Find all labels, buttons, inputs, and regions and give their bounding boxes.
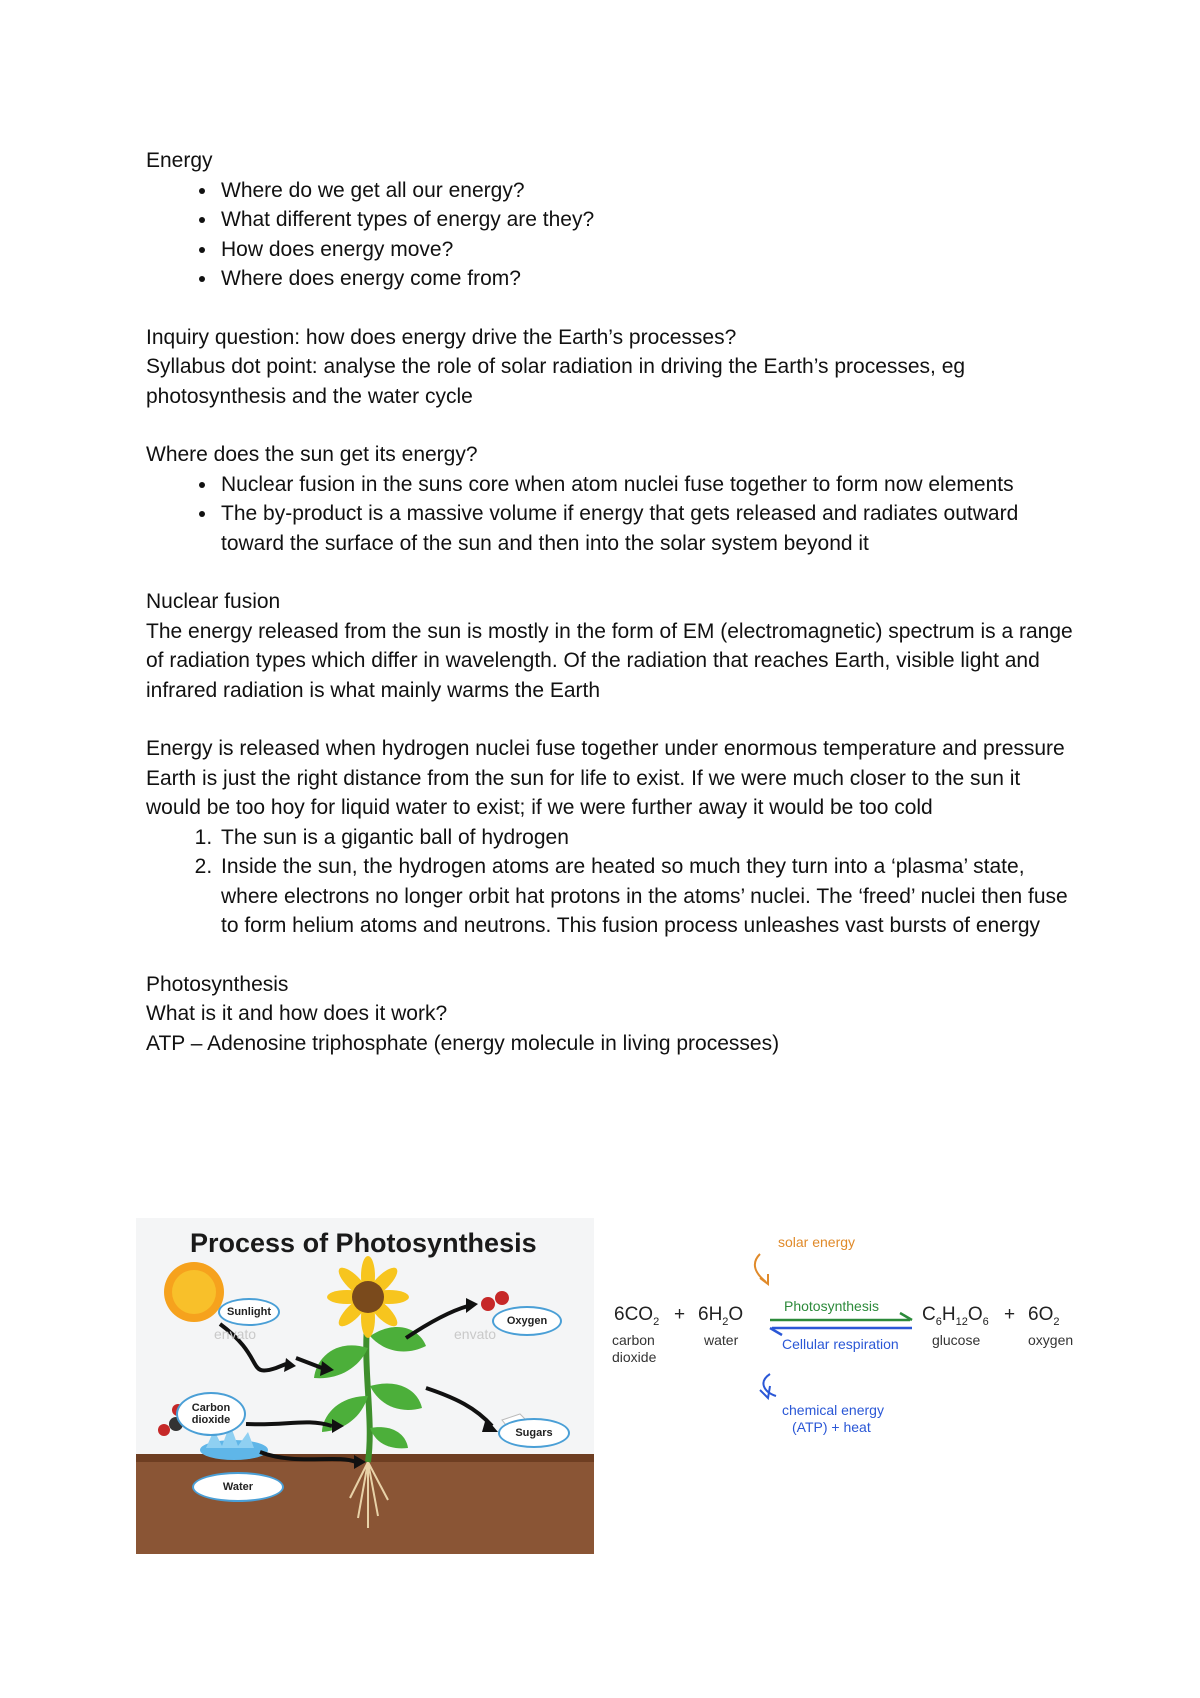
- carbon-dioxide-label: Carbon dioxide: [176, 1392, 246, 1436]
- nuclear-fusion-paragraph: The energy released from the sun is mostly in the form of EM (electromagnetic) spectrum is a range of radiation types which differ in wavelength. Of the radiation that reaches Earth, visible light and infrared radiation is what mainly warms the Earth: [146, 619, 1073, 702]
- glucose-caption: glucose: [932, 1332, 981, 1348]
- earth-distance-paragraph: Earth is just the right distance from the sun for life to exist. If we were much closer to the sun it would be too hoy for liquid water to exist; if we were further away it would be too cold: [146, 766, 1021, 819]
- plus-sign: +: [674, 1304, 686, 1325]
- photosynthesis-equation: [600, 1218, 1100, 1458]
- sunflower-icon: [327, 1256, 409, 1338]
- watermark: envato: [214, 1326, 257, 1342]
- plus-sign: +: [1004, 1304, 1016, 1325]
- solar-energy-label: solar energy: [778, 1234, 856, 1250]
- sunlight-label: Sunlight: [218, 1298, 280, 1326]
- nuclear-fusion-heading: Nuclear fusion: [146, 590, 281, 613]
- atp-heat-label: (ATP) + heat: [792, 1419, 871, 1435]
- list-item: • The by-product is a massive volume if energy that gets released and radiates outward toward the surface of the sun and then into the solar system beyond it: [218, 499, 1076, 558]
- inquiry-question: Inquiry question: how does energy drive the Earth’s processes?: [146, 325, 737, 349]
- list-item: 1. The sun is a gigantic ball of hydrogen: [218, 823, 1076, 853]
- sugars-label: Sugars: [498, 1418, 570, 1448]
- list-item: • Where does energy come from?: [218, 264, 1076, 294]
- co2-caption: carbon dioxide: [612, 1332, 657, 1365]
- h2o-formula: $6H_2O$: [698, 1304, 744, 1328]
- soil-icon: [136, 1458, 594, 1554]
- photosynthesis-heading: Photosynthesis: [146, 972, 289, 996]
- oxygen-label: Oxygen: [492, 1306, 562, 1336]
- sun-energy-question: Where does the sun get its energy?: [146, 443, 478, 466]
- atp-definition: ATP – Adenosine triphosphate (energy molecule in living processes): [146, 1031, 780, 1055]
- illustration-drawing: [136, 1218, 594, 1554]
- watermark: envato: [454, 1326, 497, 1342]
- sun-numbered-list: [146, 823, 1076, 941]
- illustration-title: Process of Photosynthesis: [190, 1228, 537, 1258]
- leaf-icon: [370, 1427, 408, 1448]
- respiration-arrow-label: Cellular respiration: [782, 1336, 899, 1352]
- document-body: [146, 146, 1076, 1058]
- photosynthesis-question: What is it and how does it work?: [146, 1002, 448, 1025]
- list-item: 2. Inside the sun, the hydrogen atoms are heated so much they turn into a ‘plasma’ state, where electrons no longer orbit hat protons in the atoms’ nuclei. The ‘freed’ nuclei then fuse to form helium atoms and neutrons. This fusion process unleashes vast bursts of energy: [218, 852, 1076, 941]
- syllabus-dot-point: Syllabus dot point: analyse the role of solar radiation in driving the Earth’s processes, eg photosynthesis and the water cycle: [146, 355, 966, 408]
- water-caption: water: [704, 1332, 739, 1348]
- arrow-icon: [220, 1306, 492, 1462]
- photosynthesis-illustration: [136, 1218, 594, 1554]
- o2-formula: $6O_2$: [1028, 1304, 1060, 1328]
- sun-icon: [164, 1262, 224, 1322]
- sun-bullet-list: [146, 470, 1076, 559]
- glucose-formula: $C_6H_{12}O_6$: [922, 1304, 989, 1328]
- list-item: • Where do we get all our energy?: [218, 176, 1076, 206]
- energy-heading: Energy: [146, 149, 213, 172]
- oxygen-caption: oxygen: [1028, 1332, 1074, 1348]
- leaf-icon: [370, 1383, 422, 1409]
- list-item: • Nuclear fusion in the suns core when atom nuclei fuse together to form now elements: [218, 470, 1076, 500]
- list-item: • How does energy move?: [218, 235, 1076, 265]
- energy-release-paragraph: Energy is released when hydrogen nuclei fuse together under enormous temperature and pressure: [146, 737, 1065, 760]
- chemical-energy-label: chemical energy: [782, 1402, 884, 1418]
- water-label: Water: [192, 1472, 284, 1502]
- list-item: • What different types of energy are they?: [218, 205, 1076, 235]
- co2-formula: $6CO_2$: [614, 1304, 660, 1328]
- photosynthesis-arrow-label: Photosynthesis: [784, 1298, 879, 1314]
- oxygen-molecule-icon: [481, 1291, 509, 1311]
- energy-bullet-list: [146, 176, 1076, 294]
